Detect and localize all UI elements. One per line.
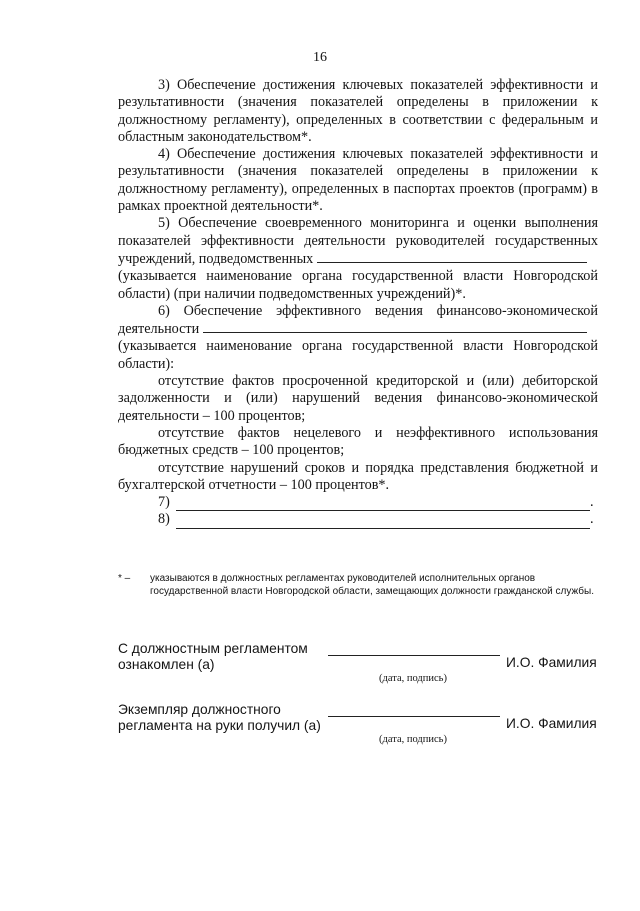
blank-line [176, 516, 590, 529]
signature-line [328, 655, 500, 656]
item-8 [118, 511, 598, 528]
bullet-1: отсутствие фактов просроченной кредиторской и (или) дебиторской задолженности и (или) нарушений ведения финансово-экономической деятельности – 100 процентов; [118, 373, 598, 424]
footnote [118, 573, 596, 598]
bullet-2: отсутствие фактов нецелевого и неэффективного использования бюджетных средств – 100 процентов; [118, 424, 598, 459]
signature-hint: (дата, подпись) [379, 734, 447, 745]
signature-line [328, 716, 500, 717]
paragraph-4: 4) Обеспечение достижения ключевых показателей эффективности и результативности (значения показателей определены в приложении к должностному регламенту), определенных в паспортах проектов (программ) в рамках проектной деятельности*. [118, 146, 598, 215]
paragraph-6-note: (указывается наименование органа государственной власти Новгородской области): [118, 338, 598, 372]
item-7-number: 7) [158, 494, 170, 511]
blank-line [176, 498, 590, 511]
line-end-dot: . [590, 511, 594, 528]
line-end-dot: . [590, 494, 594, 511]
signature-block-acquainted [118, 641, 596, 687]
blank-line [317, 250, 587, 263]
footnote-mark: * – [118, 573, 131, 584]
paragraph-5 [118, 215, 598, 268]
document-body [118, 77, 598, 529]
footnote-text: указываются в должностных регламентах руководителей исполнительных органов государственной власти Новгородской области, замещающих должности гражданской службы. [150, 573, 594, 597]
signatory-name: И.О. Фамилия [506, 655, 597, 670]
bullet-3: отсутствие нарушений сроков и порядка представления бюджетной и бухгалтерской отчетности – 100 процентов*. [118, 459, 598, 493]
page-number: 16 [313, 50, 327, 65]
paragraph-5-note: (указывается наименование органа государственной власти Новгородской области) (при наличии подведомственных учреждений)*. [118, 268, 598, 302]
signature-block-received [118, 702, 596, 748]
item-8-number: 8) [158, 511, 170, 528]
signature-label: Экземпляр должностного регламента на руки получил (а) [118, 702, 321, 733]
paragraph-5-text: 5) Обеспечение своевременного мониторинга и оценки выполнения показателей эффективности деятельности руководителей государственных учреждений, подведомственных [118, 215, 598, 267]
signature-label: С должностным регламентом ознакомлен (а) [118, 641, 308, 672]
paragraph-6-text: 6) Обеспечение эффективного ведения финансово-экономической деятельности [118, 302, 598, 338]
paragraph-3: 3) Обеспечение достижения ключевых показателей эффективности и результативности (значения показателей определены в приложении к должностному регламенту), определенных в соответствии с федеральным и областным законодательством*. [118, 77, 598, 145]
item-7 [118, 494, 598, 511]
blank-line [203, 320, 587, 333]
signatory-name: И.О. Фамилия [506, 716, 597, 731]
signature-hint: (дата, подпись) [379, 673, 447, 684]
paragraph-6 [118, 303, 598, 339]
